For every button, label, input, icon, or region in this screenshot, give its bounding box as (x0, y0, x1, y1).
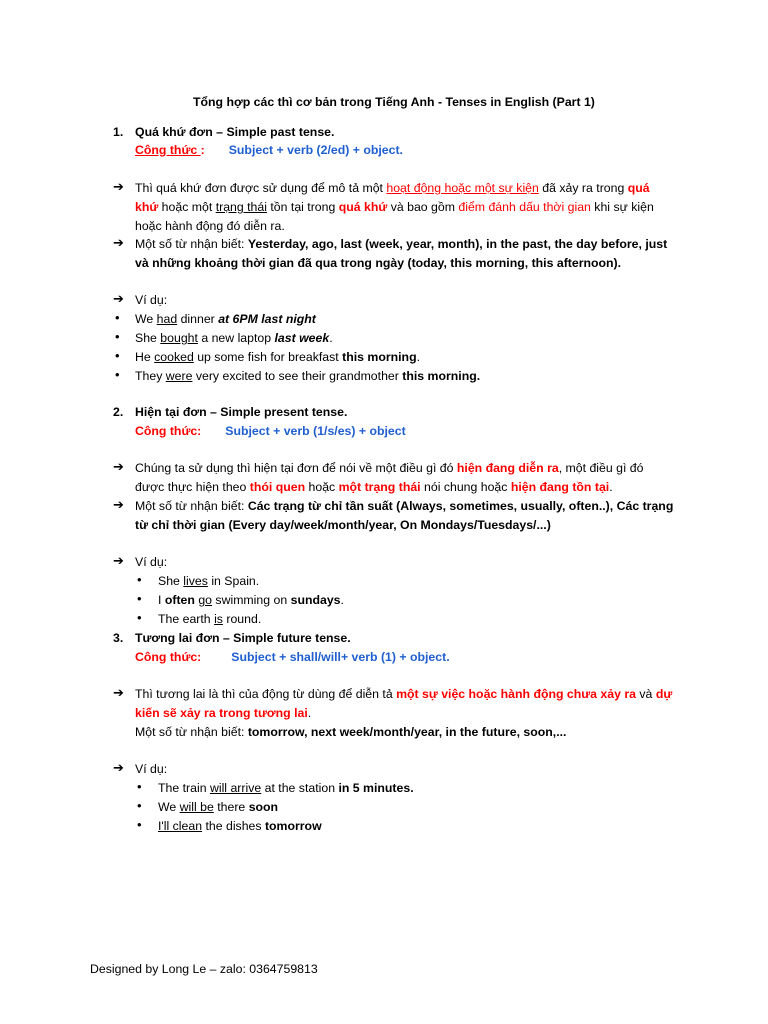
section-1-example-4: They were very excited to see their grandmother this morning. (135, 369, 481, 383)
formula-label: Công thức: (135, 650, 202, 664)
section-1-usage-line-3: hoặc hành động đó diễn ra. (135, 219, 285, 233)
bullet-icon: • (115, 348, 120, 363)
arrow-icon: ➔ (113, 291, 124, 306)
section-2-example-2: I often go swimming on sundays. (158, 593, 344, 607)
bullet-icon: • (137, 817, 142, 832)
section-3-example-label: Ví dụ: (135, 762, 168, 776)
section-3-usage-line-1: Thì tương lai là thì của động từ dùng để diễn tả một sự việc hoặc hành động chưa xảy ra và dự (135, 687, 673, 701)
section-1-signal-words-line-2: và những khoảng thời gian đã qua trong ngày (today, this morning, this afternoon). (135, 256, 622, 270)
section-3-formula (135, 649, 450, 665)
arrow-icon: ➔ (113, 459, 124, 474)
section-1-heading: Quá khứ đơn – Simple past tense. (135, 125, 335, 139)
footer-credit: Designed by Long Le – zalo: 0364759813 (90, 962, 318, 976)
section-2-example-3: The earth is round. (158, 612, 262, 626)
bullet-icon: • (115, 310, 120, 325)
arrow-icon: ➔ (113, 685, 124, 700)
section-3-signal-words: Một số từ nhận biết: tomorrow, next week/month/year, in the future, soon,... (135, 725, 567, 739)
formula-text: Subject + verb (1/s/es) + object (225, 424, 406, 438)
formula-label: Công thức: (135, 424, 202, 438)
bullet-icon: • (137, 798, 142, 813)
page-title: Tổng hợp các thì cơ bản trong Tiếng Anh - Tenses in English (Part 1) (193, 95, 595, 109)
arrow-icon: ➔ (113, 497, 124, 512)
arrow-icon: ➔ (113, 235, 124, 250)
formula-text: Subject + shall/will+ verb (1) + object. (231, 650, 450, 664)
section-1-example-3: He cooked up some fish for breakfast this morning. (135, 350, 421, 364)
arrow-icon: ➔ (113, 760, 124, 775)
section-1-number: 1. (113, 125, 124, 139)
section-1-formula (135, 142, 403, 158)
section-3-example-3: I'll clean the dishes tomorrow (158, 819, 322, 833)
formula-text: Subject + verb (2/ed) + object. (228, 143, 403, 157)
section-2-formula (135, 423, 406, 439)
section-2-usage-line-2: được thực hiện theo thói quen hoặc một trạng thái nói chung hoặc hiện đang tồn tại. (135, 480, 613, 494)
section-2-number: 2. (113, 405, 124, 419)
bullet-icon: • (115, 367, 120, 382)
section-2-signal-words-line-1: Một số từ nhận biết: Các trạng từ chỉ tần suất (Always, sometimes, usually, often..), Các trạng (135, 499, 674, 513)
section-1-signal-words-line-1: Một số từ nhận biết: Yesterday, ago, last (week, year, month), in the past, the day before, just (135, 237, 668, 251)
section-1-example-label: Ví dụ: (135, 293, 168, 307)
section-3-usage-line-2: kiến sẽ xảy ra trong tương lai. (135, 706, 312, 720)
formula-label: Công thức (135, 143, 201, 157)
section-1-usage-line-2: khứ hoặc một trạng thái tồn tại trong quá khứ và bao gồm điểm đánh dấu thời gian khi sự kiện (135, 200, 654, 214)
section-2-example-label: Ví dụ: (135, 555, 168, 569)
section-2-heading: Hiện tại đơn – Simple present tense. (135, 405, 348, 419)
bullet-icon: • (137, 572, 142, 587)
section-3-heading: Tương lai đơn – Simple future tense. (135, 631, 351, 645)
section-1-usage-line-1: Thì quá khứ đơn được sử dụng để mô tả một hoạt động hoặc một sự kiện đã xảy ra trong quá (135, 181, 650, 195)
section-1-example-1: We had dinner at 6PM last night (135, 312, 316, 326)
section-1-example-2: She bought a new laptop last week. (135, 331, 333, 345)
section-2-signal-words-line-2: từ chỉ thời gian (Every day/week/month/year, On Mondays/Tuesdays/...) (135, 518, 551, 532)
section-2-example-1: She lives in Spain. (158, 574, 260, 588)
bullet-icon: • (137, 591, 142, 606)
section-2-usage-line-1: Chúng ta sử dụng thì hiện tại đơn để nói về một điều gì đó hiện đang diễn ra, một điều gì đó (135, 461, 644, 475)
bullet-icon: • (115, 329, 120, 344)
section-3-number: 3. (113, 631, 124, 645)
bullet-icon: • (137, 779, 142, 794)
arrow-icon: ➔ (113, 553, 124, 568)
arrow-icon: ➔ (113, 179, 124, 194)
formula-colon: : (200, 143, 205, 157)
section-3-example-2: We will be there soon (158, 800, 279, 814)
section-3-example-1: The train will arrive at the station in 5 minutes. (158, 781, 414, 795)
bullet-icon: • (137, 610, 142, 625)
